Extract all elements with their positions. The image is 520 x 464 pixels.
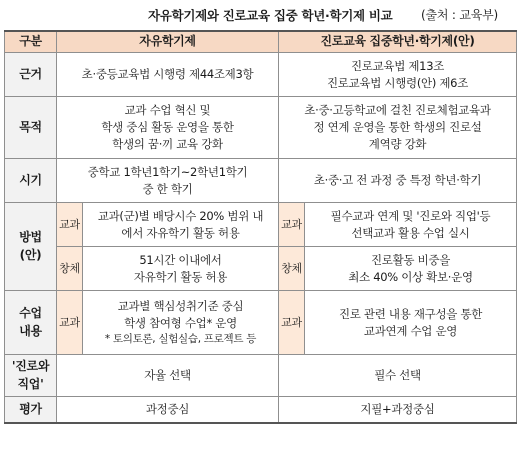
table-row [5, 53, 517, 97]
cell-line: 진로 관련 내용 재구성을 통한 [338, 306, 483, 321]
table-row [5, 291, 517, 355]
cell-line: 필수교과 연계 및 '진로와 직업'등 [330, 208, 491, 223]
career-free-semester: 자율 선택 [57, 355, 279, 397]
basis-free-semester: 초·중등교육법 시행령 제44조제3항 [57, 53, 279, 97]
cell-line: 교과별 핵심성취기준 중심 [117, 299, 244, 314]
method-creative-label-left: 창체 [57, 247, 83, 291]
class-subject-label-right: 교과 [279, 291, 305, 355]
table-row [5, 355, 517, 397]
class-subject-label-left: 교과 [57, 291, 83, 355]
cell-line: 51시간 이내에서 [139, 252, 222, 267]
class-career-focus [305, 291, 517, 355]
cell-line: 진로교육법 제13조 [350, 58, 445, 73]
cell-line: 교과연계 수업 운영 [363, 323, 458, 338]
cell-line: 에서 자유학기 활동 허용 [121, 225, 240, 240]
cell-line: 학생 중심 활동 운영을 통한 [101, 120, 234, 135]
header-row [5, 31, 517, 53]
cell-line: 자유학기 활동 허용 [133, 269, 228, 284]
source-note: (출처 : 교육부) [421, 8, 498, 22]
purpose-free-semester [57, 97, 279, 159]
cell-line: 진로교육법 시행령(안) 제6조 [327, 75, 468, 90]
cell-line: 초·중·고등학교에 걸친 진로체험교육과 [304, 103, 491, 118]
table-row [5, 159, 517, 203]
title-row [0, 6, 520, 26]
document-title: 자유학기제와 진로교육 집중 학년·학기제 비교 [148, 8, 393, 23]
method-subject-free-semester [83, 203, 279, 247]
cell-line: * 토의토론, 실험실습, 프로젝트 등 [104, 332, 257, 345]
evaluation-free-semester: 과정중심 [57, 397, 279, 423]
row-label-career-subject [5, 355, 57, 397]
row-label-basis: 근거 [5, 53, 57, 97]
table-row [5, 97, 517, 159]
row-label-method [5, 203, 57, 291]
career-career-focus: 필수 선택 [279, 355, 517, 397]
class-free-semester [83, 291, 279, 355]
method-creative-career-focus [305, 247, 517, 291]
cell-line: 학생의 꿈·끼 교육 강화 [112, 136, 223, 151]
table-row [5, 247, 517, 291]
row-label-class [5, 291, 57, 355]
row-label-period: 시기 [5, 159, 57, 203]
cell-line: 중 한 학기 [142, 181, 193, 196]
cell-line: 교과 수업 혁신 및 [124, 103, 211, 118]
row-label-evaluation: 평가 [5, 397, 57, 423]
cell-line: 내용 [19, 323, 42, 338]
header-free-semester: 자유학기제 [57, 31, 279, 53]
method-subject-label-left: 교과 [57, 203, 83, 247]
table-row [5, 203, 517, 247]
method-creative-free-semester [83, 247, 279, 291]
method-creative-label-right: 창체 [279, 247, 305, 291]
cell-line: 계역량 강화 [368, 136, 427, 151]
cell-line: 정 연계 운영을 통한 학생의 진로설 [313, 120, 482, 135]
period-career-focus: 초·중·고 전 과정 중 특정 학년·학기 [279, 159, 517, 203]
method-subject-label-right: 교과 [279, 203, 305, 247]
comparison-table [4, 30, 517, 424]
cell-line: (안) [19, 247, 42, 262]
period-free-semester [57, 159, 279, 203]
header-career-focus: 진로교육 집중학년·학기제(안) [279, 31, 517, 53]
evaluation-career-focus: 지필+과정중심 [279, 397, 517, 423]
purpose-career-focus [279, 97, 517, 159]
cell-line: 직업' [17, 376, 44, 391]
cell-line: 선택교과 활용 수업 실시 [351, 225, 470, 240]
cell-line: '진로와 [11, 359, 50, 374]
header-category: 구분 [5, 31, 57, 53]
cell-line: 수업 [19, 306, 42, 321]
cell-line: 진로활동 비중을 [370, 252, 451, 267]
cell-line: 최소 40% 이상 확보·운영 [348, 269, 473, 284]
cell-line: 중학교 1학년1학기~2학년1학기 [87, 164, 248, 179]
cell-line: 교과(군)별 배당시수 20% 범위 내 [97, 208, 264, 223]
method-subject-career-focus [305, 203, 517, 247]
basis-career-focus [279, 53, 517, 97]
cell-line: 학생 참여형 수업* 운영 [124, 315, 237, 330]
cell-line: 방법 [19, 230, 42, 245]
table-row [5, 397, 517, 423]
row-label-purpose: 목적 [5, 97, 57, 159]
